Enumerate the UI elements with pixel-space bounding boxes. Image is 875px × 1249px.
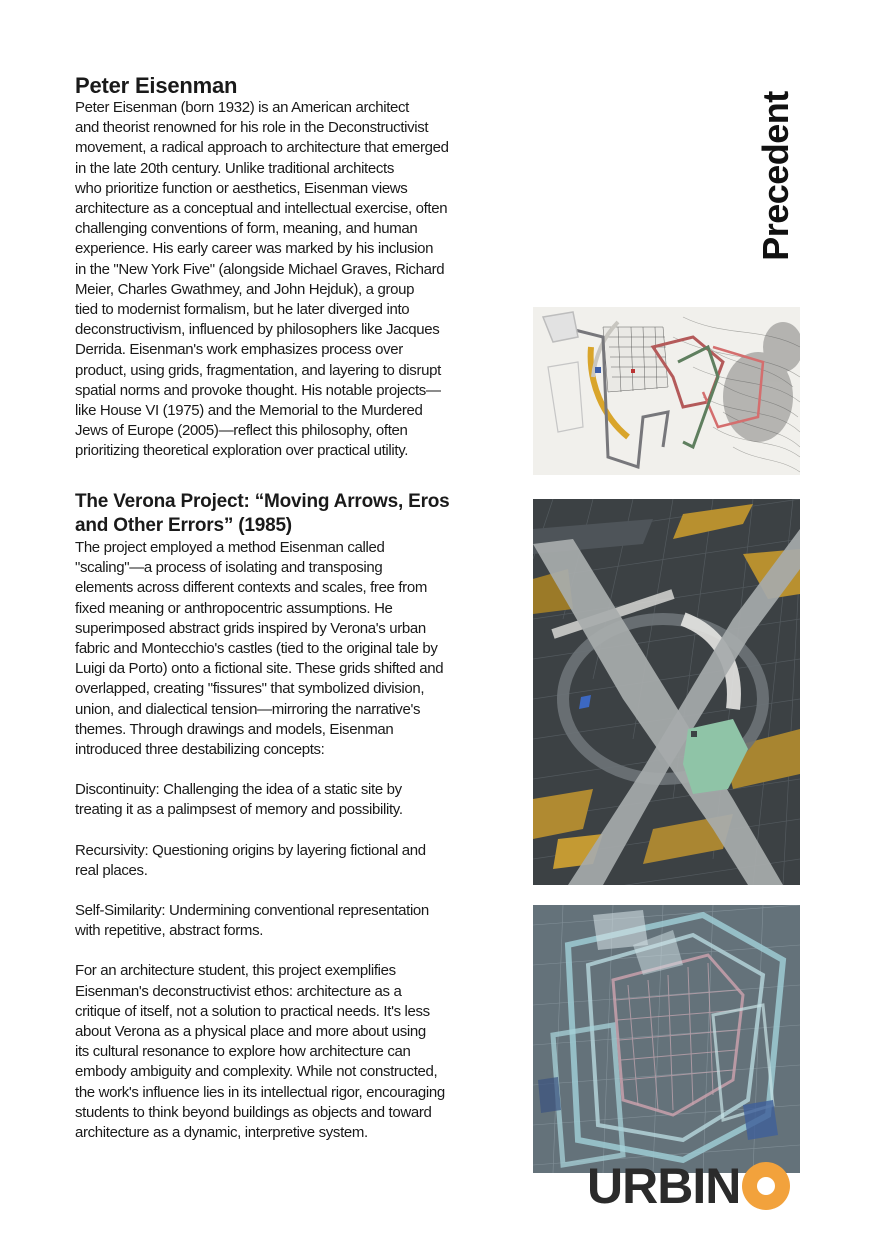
s2-line: The project employed a method Eisenman called <box>75 539 385 556</box>
section2-title-line2: and Other Errors” (1985) <box>75 515 292 536</box>
s2-line: "scaling"—a process of isolating and transposing <box>75 559 383 577</box>
s1-line: deconstructivism, influenced by philosophers like Jacques <box>75 321 440 339</box>
logo-text: URBIN <box>587 1158 741 1214</box>
s2-line: embody ambiguity and complexity. While not constructed, <box>75 1063 438 1081</box>
s2-line: themes. Through drawings and models, Eisenman <box>75 720 394 738</box>
s2-line: critique of itself, not a solution to practical needs. It's less <box>75 1002 430 1020</box>
s2-line: overlapped, creating "fissures" that symbolized division, <box>75 680 425 698</box>
s2-line: introduced three destabilizing concepts: <box>75 741 325 759</box>
s2-line: about Verona as a physical place and more about using <box>75 1023 426 1041</box>
s1-line: Meier, Charles Gwathmey, and John Hejduk), a group <box>75 280 415 298</box>
s1-line: Jews of Europe (2005)—reflect this philosophy, often <box>75 422 408 440</box>
logo-o-circle-icon <box>742 1162 790 1210</box>
s1-line: spatial norms and provoke thought. His notable projects— <box>75 381 441 399</box>
closing-paragraph <box>75 961 523 1143</box>
s2-line: fixed meaning or anthropocentric assumptions. He <box>75 599 393 617</box>
s2-line: real places. <box>75 861 148 879</box>
section1-body <box>75 98 523 462</box>
section1-title: Peter Eisenman <box>75 73 238 98</box>
s1-line: and theorist renowned for his role in the Deconstructivist <box>75 119 429 137</box>
s2-line: Recursivity: Questioning origins by layering fictional and <box>75 841 426 859</box>
moving-arrows-painting <box>533 499 800 885</box>
s1-line: like House VI (1975) and the Memorial to the Murdered <box>75 402 423 420</box>
s2-line: Self-Similarity: Undermining conventional representation <box>75 902 429 920</box>
s2-line: treating it as a palimpsest of memory and possibility. <box>75 801 403 819</box>
s2-line: its cultural resonance to explore how architecture can <box>75 1043 411 1061</box>
s1-line: tied to modernist formalism, but he later diverged into <box>75 301 410 319</box>
s1-line: experience. His early career was marked by his inclusion <box>75 240 434 258</box>
s2-line: elements across different contexts and scales, free from <box>75 579 427 597</box>
s1-line: Derrida. Eisenman's work emphasizes process over <box>75 341 403 359</box>
recursivity-paragraph <box>75 841 523 881</box>
s2-line: superimposed abstract grids inspired by Verona's urban <box>75 619 426 637</box>
s1-line: product, using grids, fragmentation, and layering to disrupt <box>75 361 441 379</box>
section2-title-line1: The Verona Project: “Moving Arrows, Eros <box>75 491 450 512</box>
section2-intro <box>75 538 523 760</box>
urbino-logo <box>587 1160 790 1212</box>
s1-line: Peter Eisenman (born 1932) is an American architect <box>75 99 409 116</box>
s1-line: movement, a radical approach to architecture that emerged <box>75 139 449 157</box>
s1-line: challenging conventions of form, meaning, and human <box>75 220 418 238</box>
s2-line: union, and dialectical tension—mirroring the narrative's <box>75 700 421 718</box>
main-column <box>75 74 523 462</box>
s2-line: with repetitive, abstract forms. <box>75 922 264 940</box>
s2-line: students to think beyond buildings as objects and toward <box>75 1103 432 1121</box>
s2-line: architecture as a dynamic, interpretive system. <box>75 1124 368 1142</box>
verona-section <box>75 490 523 1143</box>
s2-line: Eisenman's deconstructivist ethos: architecture as a <box>75 982 402 1000</box>
verona-site-drawing <box>533 307 800 475</box>
s1-line: in the late 20th century. Unlike traditional architects <box>75 159 394 177</box>
s2-line: fabric and Montecchio's castles (tied to the original tale by <box>75 640 438 658</box>
s2-line: For an architecture student, this project exemplifies <box>75 962 396 980</box>
s2-line: the work's influence lies in its intellectual rigor, encouraging <box>75 1083 445 1101</box>
layered-grid-plan <box>533 905 800 1173</box>
precedent-label-text: Precedent <box>755 91 796 261</box>
s1-line: who prioritize function or aesthetics, Eisenman views <box>75 179 408 197</box>
precedent-label <box>755 85 796 267</box>
self-similarity-paragraph <box>75 901 523 941</box>
s2-line: Luigi da Porto) onto a fictional site. These grids shifted and <box>75 660 444 678</box>
s1-line: architecture as a conceptual and intellectual exercise, often <box>75 200 448 218</box>
s1-line: prioritizing theoretical exploration over practical utility. <box>75 442 409 460</box>
s2-line: Discontinuity: Challenging the idea of a static site by <box>75 781 402 799</box>
s1-line: in the "New York Five" (alongside Michael Graves, Richard <box>75 260 445 278</box>
discontinuity-paragraph <box>75 780 523 820</box>
